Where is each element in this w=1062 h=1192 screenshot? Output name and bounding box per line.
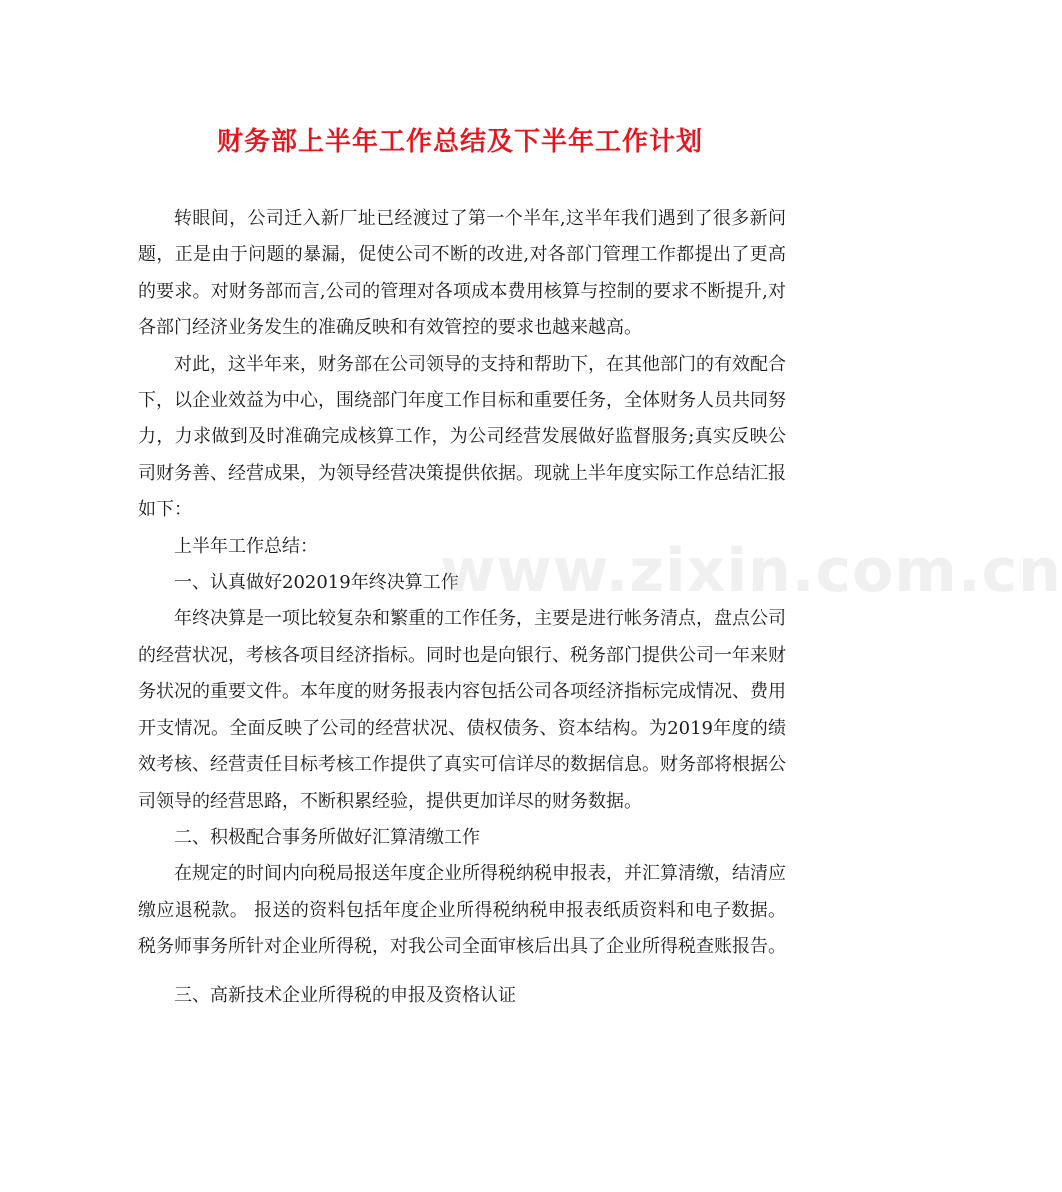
paragraph-tax-settlement: 在规定的时间内向税局报送年度企业所得税纳税申报表，并汇算清缴，结清应缴应退税款。 报送的资料包括年度企业所得税纳税申报表纸质资料和电子数据。税务师事务所针对企业所得税，对我公司全面审核后出具了企业所得税查账报告。	[138, 863, 786, 958]
watermark-text: www.zixin.com.cn	[440, 536, 1062, 606]
section-heading-year-end-closing: 一、认真做好202019年终决算工作	[174, 572, 459, 594]
paragraph-summary-lead: 对此，这半年来，财务部在公司领导的支持和帮助下，在其他部门的有效配合下，以企业效益为中心，围绕部门年度工作目标和重要任务，全体财务人员共同努力，力求做到及时准确完成核算工作，为公司经营发展做好监督服务;真实反映公司财务善、经营成果，为领导经营决策提供依据。现就上半年度实际工作总结汇报如下：	[138, 353, 786, 521]
section-heading-tax-settlement: 二、积极配合事务所做好汇算清缴工作	[174, 826, 480, 848]
document-title: 财务部上半年工作总结及下半年工作计划	[216, 127, 703, 157]
paragraph-intro: 转眼间，公司迁入新厂址已经渡过了第一个半年,这半年我们遇到了很多新问题，正是由于问题的暴漏，促使公司不断的改进,对各部门管理工作都提出了更高的要求。对财务部而言,公司的管理对各项成本费用核算与控制的要求不断提升,对各部门经济业务发生的准确反映和有效管控的要求也越来越高。	[138, 208, 786, 339]
section-heading-first-half: 上半年工作总结：	[174, 535, 318, 557]
paragraph-year-end-closing: 年终决算是一项比较复杂和繁重的工作任务，主要是进行帐务清点，盘点公司的经营状况，考核各项目经济指标。同时也是向银行、税务部门提供公司一年来财务状况的重要文件。本年度的财务报表内容包括公司各项经济指标完成情况、费用开支情况。全面反映了公司的经营状况、债权债务、资本结构。为2019年度的绩效考核、经营责任目标考核工作提供了真实可信详尽的数据信息。财务部将根据公司领导的经营思路，不断积累经验，提供更加详尽的财务数据。	[138, 608, 786, 812]
section-heading-high-tech: 三、高新技术企业所得税的申报及资格认证	[174, 984, 516, 1006]
document-body	[138, 201, 786, 1014]
